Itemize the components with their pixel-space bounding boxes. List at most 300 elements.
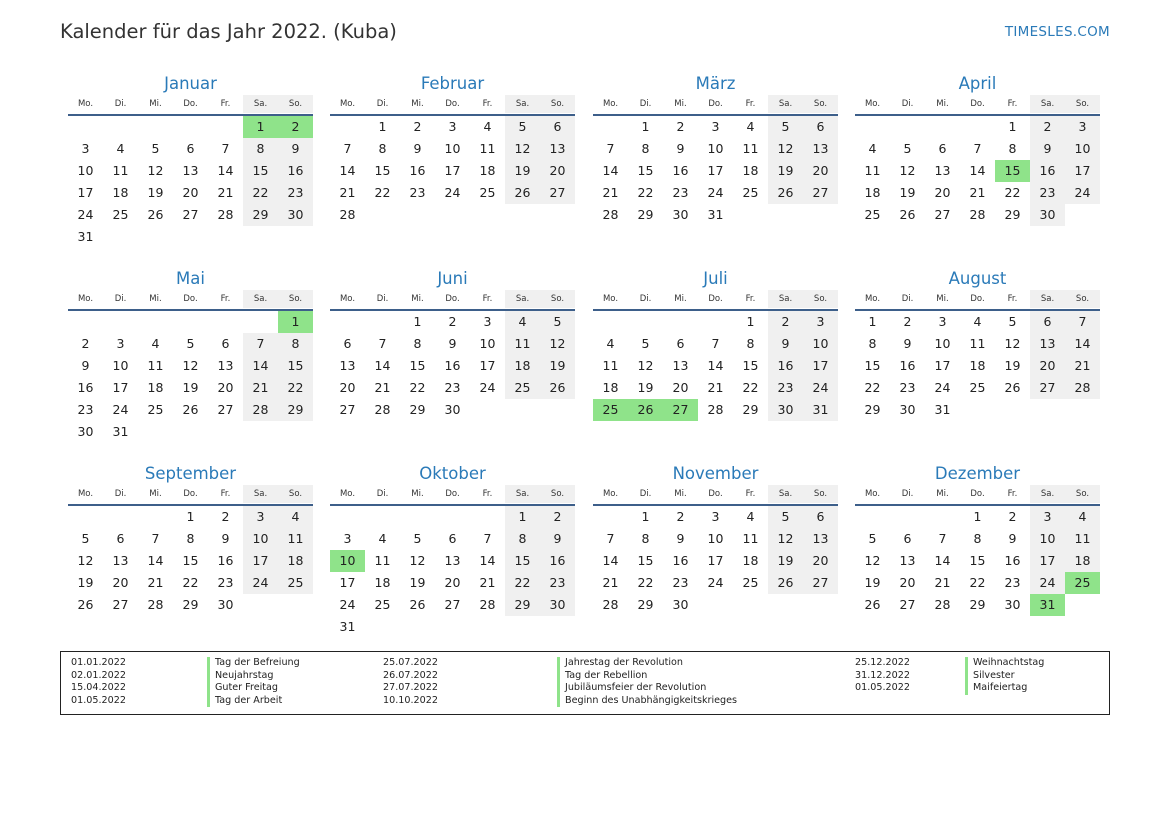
day-cell: 3 bbox=[711, 119, 720, 134]
day-cell: 22 bbox=[243, 182, 278, 204]
weekday-label: So. bbox=[1065, 95, 1100, 113]
day-cell: 26 bbox=[768, 572, 803, 594]
day-cell: 4 bbox=[116, 141, 125, 156]
day-cell: 6 bbox=[1030, 311, 1065, 333]
day-cell: 8 bbox=[378, 141, 387, 156]
day-cell: 27 bbox=[803, 572, 838, 594]
day-cell: 7 bbox=[606, 531, 615, 546]
day-cell: 17 bbox=[339, 575, 356, 590]
day-cell: 20 bbox=[217, 380, 234, 395]
day-cell: 23 bbox=[768, 377, 803, 399]
day-cell: 22 bbox=[864, 380, 881, 395]
day-cell: 10 bbox=[77, 163, 94, 178]
day-cell: 13 bbox=[540, 138, 575, 160]
day-cell: 6 bbox=[903, 531, 912, 546]
legend-holiday-name: Maifeiertag bbox=[965, 682, 1044, 695]
empty-day-cell bbox=[960, 399, 995, 421]
legend-holiday-name: Guter Freitag bbox=[207, 682, 300, 695]
day-cell: 21 bbox=[339, 185, 356, 200]
weekday-label: Sa. bbox=[243, 290, 278, 308]
empty-day-cell bbox=[663, 311, 698, 333]
weekday-label: Fr. bbox=[1007, 294, 1018, 304]
empty-day-cell bbox=[330, 116, 365, 138]
day-cell: 1 bbox=[973, 509, 982, 524]
day-cell: 22 bbox=[742, 380, 759, 395]
day-cell: 11 bbox=[374, 553, 391, 568]
empty-day-cell bbox=[925, 116, 960, 138]
week-row bbox=[855, 399, 1100, 421]
weekday-header bbox=[330, 95, 575, 113]
weekday-label: Fr. bbox=[220, 99, 231, 109]
week-row bbox=[68, 550, 313, 572]
day-cell: 24 bbox=[1030, 572, 1065, 594]
day-cell: 3 bbox=[448, 119, 457, 134]
legend-date: 31.12.2022 bbox=[855, 669, 910, 681]
holiday-day-cell: 10 bbox=[330, 550, 365, 572]
day-cell: 4 bbox=[151, 336, 160, 351]
day-cell: 19 bbox=[864, 575, 881, 590]
day-cell: 10 bbox=[934, 336, 951, 351]
empty-day-cell bbox=[278, 421, 313, 443]
day-cell: 27 bbox=[934, 207, 951, 222]
empty-day-cell bbox=[733, 204, 768, 226]
week-row bbox=[68, 399, 313, 421]
day-cell: 5 bbox=[413, 531, 422, 546]
day-cell: 27 bbox=[112, 597, 129, 612]
day-cell: 7 bbox=[973, 141, 982, 156]
weekday-label: Fr. bbox=[220, 294, 231, 304]
day-cell: 7 bbox=[1065, 311, 1100, 333]
day-cell: 13 bbox=[934, 163, 951, 178]
day-cell: 28 bbox=[969, 207, 986, 222]
day-cell: 23 bbox=[409, 185, 426, 200]
day-cell: 19 bbox=[505, 160, 540, 182]
month-name: September bbox=[144, 464, 237, 483]
day-cell: 16 bbox=[409, 163, 426, 178]
week-row bbox=[330, 138, 575, 160]
day-cell: 29 bbox=[182, 597, 199, 612]
empty-day-cell bbox=[855, 506, 890, 528]
month-12 bbox=[855, 463, 1100, 616]
day-cell: 27 bbox=[803, 182, 838, 204]
day-cell: 6 bbox=[540, 116, 575, 138]
day-cell: 20 bbox=[339, 380, 356, 395]
day-cell: 1 bbox=[868, 314, 877, 329]
day-cell: 15 bbox=[278, 355, 313, 377]
day-cell: 12 bbox=[147, 163, 164, 178]
empty-day-cell bbox=[138, 421, 173, 443]
day-cell: 16 bbox=[1004, 553, 1021, 568]
day-cell: 11 bbox=[479, 141, 496, 156]
day-cell: 10 bbox=[707, 141, 724, 156]
day-cell: 4 bbox=[1065, 506, 1100, 528]
legend-date: 27.07.2022 bbox=[383, 682, 438, 694]
day-cell: 12 bbox=[637, 358, 654, 373]
day-cell: 9 bbox=[448, 336, 457, 351]
weekday-label: Sa. bbox=[505, 485, 540, 503]
weekday-label: Do. bbox=[183, 99, 198, 109]
day-cell: 8 bbox=[1008, 141, 1017, 156]
empty-day-cell bbox=[505, 399, 540, 421]
day-cell: 5 bbox=[868, 531, 877, 546]
day-cell: 5 bbox=[641, 336, 650, 351]
day-cell: 21 bbox=[217, 185, 234, 200]
legend-dates-col-1 bbox=[71, 657, 126, 707]
day-cell: 13 bbox=[803, 528, 838, 550]
month-9 bbox=[68, 463, 313, 616]
day-cell: 22 bbox=[278, 377, 313, 399]
month-name: Oktober bbox=[419, 464, 486, 483]
empty-day-cell bbox=[400, 616, 435, 638]
day-cell: 31 bbox=[707, 207, 724, 222]
week-row bbox=[330, 377, 575, 399]
day-cell: 16 bbox=[768, 355, 803, 377]
day-cell: 12 bbox=[899, 163, 916, 178]
day-cell: 10 bbox=[243, 528, 278, 550]
weekday-label: So. bbox=[803, 95, 838, 113]
day-cell: 17 bbox=[243, 550, 278, 572]
weekday-label: Mi. bbox=[936, 99, 949, 109]
weekday-label: Mi. bbox=[674, 294, 687, 304]
week-row bbox=[855, 311, 1100, 333]
day-cell: 3 bbox=[81, 141, 90, 156]
day-cell: 19 bbox=[77, 575, 94, 590]
empty-day-cell bbox=[208, 421, 243, 443]
month-5 bbox=[68, 268, 313, 443]
week-row bbox=[330, 160, 575, 182]
weekday-label: Mo. bbox=[77, 99, 94, 109]
week-row bbox=[68, 594, 313, 616]
day-cell: 26 bbox=[864, 597, 881, 612]
weekday-label: Do. bbox=[708, 99, 723, 109]
day-cell: 20 bbox=[803, 550, 838, 572]
day-cell: 14 bbox=[602, 163, 619, 178]
holiday-day-cell: 25 bbox=[1065, 572, 1100, 594]
day-cell: 15 bbox=[864, 358, 881, 373]
day-cell: 23 bbox=[1004, 575, 1021, 590]
weekday-label: Di. bbox=[639, 99, 652, 109]
day-cell: 15 bbox=[409, 358, 426, 373]
week-row bbox=[855, 528, 1100, 550]
day-cell: 5 bbox=[768, 116, 803, 138]
day-cell: 30 bbox=[540, 594, 575, 616]
legend-date: 01.05.2022 bbox=[855, 682, 910, 694]
brand-link[interactable]: TIMESLES.COM bbox=[1004, 24, 1110, 40]
weekday-label: Fr. bbox=[1007, 99, 1018, 109]
weekday-label: So. bbox=[1065, 290, 1100, 308]
day-cell: 14 bbox=[243, 355, 278, 377]
day-cell: 14 bbox=[934, 553, 951, 568]
empty-day-cell bbox=[803, 594, 838, 616]
week-row bbox=[593, 377, 838, 399]
empty-day-cell bbox=[278, 226, 313, 248]
day-cell: 24 bbox=[112, 402, 129, 417]
day-cell: 13 bbox=[182, 163, 199, 178]
day-cell: 18 bbox=[864, 185, 881, 200]
day-cell: 30 bbox=[278, 204, 313, 226]
empty-day-cell bbox=[208, 311, 243, 333]
day-cell: 12 bbox=[768, 528, 803, 550]
week-row bbox=[68, 355, 313, 377]
day-cell: 15 bbox=[505, 550, 540, 572]
day-cell: 22 bbox=[637, 575, 654, 590]
weekday-label: Sa. bbox=[768, 95, 803, 113]
weekday-label: Di. bbox=[376, 99, 389, 109]
weekday-label: Mo. bbox=[864, 294, 881, 304]
week-row bbox=[330, 311, 575, 333]
day-cell: 5 bbox=[768, 506, 803, 528]
legend-dates-col-3 bbox=[855, 657, 910, 695]
week-row bbox=[330, 355, 575, 377]
day-cell: 8 bbox=[641, 141, 650, 156]
day-cell: 27 bbox=[1030, 377, 1065, 399]
day-cell: 5 bbox=[540, 311, 575, 333]
day-cell: 28 bbox=[339, 207, 356, 222]
week-row bbox=[68, 182, 313, 204]
day-cell: 13 bbox=[803, 138, 838, 160]
day-cell: 10 bbox=[112, 358, 129, 373]
day-cell: 23 bbox=[672, 185, 689, 200]
day-cell: 11 bbox=[602, 358, 619, 373]
legend-date: 25.07.2022 bbox=[383, 657, 438, 668]
day-cell: 5 bbox=[903, 141, 912, 156]
weekday-label: So. bbox=[803, 290, 838, 308]
day-cell: 22 bbox=[409, 380, 426, 395]
day-cell: 9 bbox=[81, 358, 90, 373]
day-cell: 24 bbox=[934, 380, 951, 395]
month-6 bbox=[330, 268, 575, 421]
day-cell: 11 bbox=[278, 528, 313, 550]
week-row bbox=[330, 616, 575, 638]
legend-holiday-name: Tag der Befreiung bbox=[207, 657, 300, 670]
empty-day-cell bbox=[890, 116, 925, 138]
day-cell: 11 bbox=[1065, 528, 1100, 550]
day-cell: 8 bbox=[186, 531, 195, 546]
day-cell: 1 bbox=[746, 314, 755, 329]
day-cell: 2 bbox=[221, 509, 230, 524]
weekday-label: So. bbox=[278, 95, 313, 113]
month-10 bbox=[330, 463, 575, 638]
empty-day-cell bbox=[768, 204, 803, 226]
day-cell: 5 bbox=[81, 531, 90, 546]
weekday-label: Mo. bbox=[339, 99, 356, 109]
day-cell: 25 bbox=[147, 402, 164, 417]
day-cell: 30 bbox=[899, 402, 916, 417]
day-cell: 7 bbox=[343, 141, 352, 156]
day-cell: 25 bbox=[505, 377, 540, 399]
day-cell: 29 bbox=[505, 594, 540, 616]
empty-day-cell bbox=[1065, 399, 1100, 421]
day-cell: 16 bbox=[540, 550, 575, 572]
day-cell: 21 bbox=[374, 380, 391, 395]
day-cell: 15 bbox=[637, 163, 654, 178]
week-row bbox=[68, 506, 313, 528]
weekday-label: So. bbox=[278, 485, 313, 503]
day-cell: 14 bbox=[217, 163, 234, 178]
day-cell: 14 bbox=[147, 553, 164, 568]
day-cell: 17 bbox=[707, 553, 724, 568]
weekday-label: Do. bbox=[183, 489, 198, 499]
day-cell: 22 bbox=[1004, 185, 1021, 200]
month-name: Juli bbox=[703, 269, 728, 288]
day-cell: 1 bbox=[641, 119, 650, 134]
legend-date: 10.10.2022 bbox=[383, 694, 438, 706]
day-cell: 15 bbox=[374, 163, 391, 178]
weekday-label: Sa. bbox=[768, 290, 803, 308]
day-cell: 16 bbox=[217, 553, 234, 568]
day-cell: 26 bbox=[899, 207, 916, 222]
empty-day-cell bbox=[138, 226, 173, 248]
day-cell: 29 bbox=[742, 402, 759, 417]
empty-day-cell bbox=[1065, 594, 1100, 616]
weekday-label: Di. bbox=[901, 99, 914, 109]
week-row bbox=[855, 138, 1100, 160]
week-row bbox=[593, 572, 838, 594]
day-cell: 17 bbox=[479, 358, 496, 373]
empty-day-cell bbox=[400, 506, 435, 528]
empty-day-cell bbox=[365, 311, 400, 333]
weekday-header bbox=[68, 95, 313, 113]
day-cell: 20 bbox=[112, 575, 129, 590]
day-cell: 3 bbox=[343, 531, 352, 546]
empty-day-cell bbox=[278, 594, 313, 616]
day-cell: 26 bbox=[182, 402, 199, 417]
legend-names-col-1 bbox=[207, 657, 300, 707]
empty-day-cell bbox=[330, 506, 365, 528]
legend-names-col-3 bbox=[965, 657, 1044, 695]
day-cell: 30 bbox=[672, 207, 689, 222]
weekday-label: Fr. bbox=[482, 99, 493, 109]
week-row bbox=[330, 182, 575, 204]
day-cell: 3 bbox=[938, 314, 947, 329]
weekday-label: Fr. bbox=[745, 489, 756, 499]
week-row bbox=[855, 333, 1100, 355]
empty-day-cell bbox=[173, 226, 208, 248]
day-cell: 13 bbox=[217, 358, 234, 373]
day-cell: 21 bbox=[1065, 355, 1100, 377]
day-cell: 20 bbox=[899, 575, 916, 590]
weekday-label: So. bbox=[540, 290, 575, 308]
day-cell: 18 bbox=[742, 553, 759, 568]
day-cell: 8 bbox=[973, 531, 982, 546]
weekday-label: Di. bbox=[376, 294, 389, 304]
legend-date: 25.12.2022 bbox=[855, 657, 910, 668]
empty-day-cell bbox=[103, 311, 138, 333]
day-cell: 9 bbox=[903, 336, 912, 351]
day-cell: 22 bbox=[374, 185, 391, 200]
weekday-label: Sa. bbox=[243, 485, 278, 503]
month-name: August bbox=[948, 269, 1007, 288]
day-cell: 29 bbox=[409, 402, 426, 417]
day-cell: 30 bbox=[1004, 597, 1021, 612]
weekday-label: Sa. bbox=[1030, 95, 1065, 113]
weekday-label: Mo. bbox=[602, 294, 619, 304]
weekday-label: Mi. bbox=[674, 489, 687, 499]
weekday-label: Di. bbox=[639, 489, 652, 499]
day-cell: 1 bbox=[641, 509, 650, 524]
weekday-header bbox=[855, 485, 1100, 503]
legend-date: 01.01.2022 bbox=[71, 657, 126, 668]
weekday-label: Di. bbox=[114, 99, 127, 109]
day-cell: 25 bbox=[969, 380, 986, 395]
week-row bbox=[855, 182, 1100, 204]
day-cell: 8 bbox=[278, 333, 313, 355]
day-cell: 1 bbox=[1008, 119, 1017, 134]
day-cell: 21 bbox=[969, 185, 986, 200]
day-cell: 14 bbox=[479, 553, 496, 568]
weekday-label: Mo. bbox=[339, 489, 356, 499]
holiday-day-cell: 1 bbox=[278, 311, 313, 333]
week-row bbox=[855, 204, 1100, 226]
day-cell: 6 bbox=[221, 336, 230, 351]
month-8 bbox=[855, 268, 1100, 421]
day-cell: 12 bbox=[77, 553, 94, 568]
empty-day-cell bbox=[365, 506, 400, 528]
holiday-day-cell: 26 bbox=[628, 399, 663, 421]
day-cell: 16 bbox=[1030, 160, 1065, 182]
legend-holiday-name: Tag der Arbeit bbox=[207, 695, 300, 708]
day-cell: 16 bbox=[278, 160, 313, 182]
day-cell: 2 bbox=[413, 119, 422, 134]
month-name: Februar bbox=[420, 74, 485, 93]
empty-day-cell bbox=[138, 506, 173, 528]
day-cell: 10 bbox=[707, 531, 724, 546]
day-cell: 29 bbox=[864, 402, 881, 417]
day-cell: 28 bbox=[217, 207, 234, 222]
day-cell: 5 bbox=[1008, 314, 1017, 329]
week-row bbox=[855, 506, 1100, 528]
day-cell: 25 bbox=[374, 597, 391, 612]
day-cell: 26 bbox=[409, 597, 426, 612]
day-cell: 17 bbox=[803, 355, 838, 377]
day-cell: 28 bbox=[479, 597, 496, 612]
day-cell: 12 bbox=[768, 138, 803, 160]
week-row bbox=[68, 421, 313, 443]
day-cell: 31 bbox=[77, 229, 94, 244]
day-cell: 13 bbox=[1030, 333, 1065, 355]
legend-holiday-name: Tag der Rebellion bbox=[557, 670, 737, 683]
day-cell: 24 bbox=[444, 185, 461, 200]
day-cell: 25 bbox=[742, 575, 759, 590]
weekday-label: Sa. bbox=[505, 95, 540, 113]
week-row bbox=[68, 204, 313, 226]
empty-day-cell bbox=[1065, 204, 1100, 226]
day-cell: 8 bbox=[746, 336, 755, 351]
day-cell: 2 bbox=[81, 336, 90, 351]
empty-day-cell bbox=[698, 594, 733, 616]
day-cell: 7 bbox=[711, 336, 720, 351]
day-cell: 17 bbox=[112, 380, 129, 395]
day-cell: 14 bbox=[339, 163, 356, 178]
week-row bbox=[330, 572, 575, 594]
week-row bbox=[330, 594, 575, 616]
legend-holiday-name: Silvester bbox=[965, 670, 1044, 683]
empty-day-cell bbox=[593, 116, 628, 138]
empty-day-cell bbox=[365, 204, 400, 226]
month-1 bbox=[68, 73, 313, 248]
weekday-label: Fr. bbox=[1007, 489, 1018, 499]
month-11 bbox=[593, 463, 838, 616]
day-cell: 19 bbox=[637, 380, 654, 395]
day-cell: 24 bbox=[707, 575, 724, 590]
empty-day-cell bbox=[365, 616, 400, 638]
day-cell: 3 bbox=[483, 314, 492, 329]
day-cell: 2 bbox=[1008, 509, 1017, 524]
weekday-label: Mi. bbox=[411, 99, 424, 109]
day-cell: 6 bbox=[116, 531, 125, 546]
weekday-label: Mo. bbox=[602, 489, 619, 499]
day-cell: 27 bbox=[444, 597, 461, 612]
